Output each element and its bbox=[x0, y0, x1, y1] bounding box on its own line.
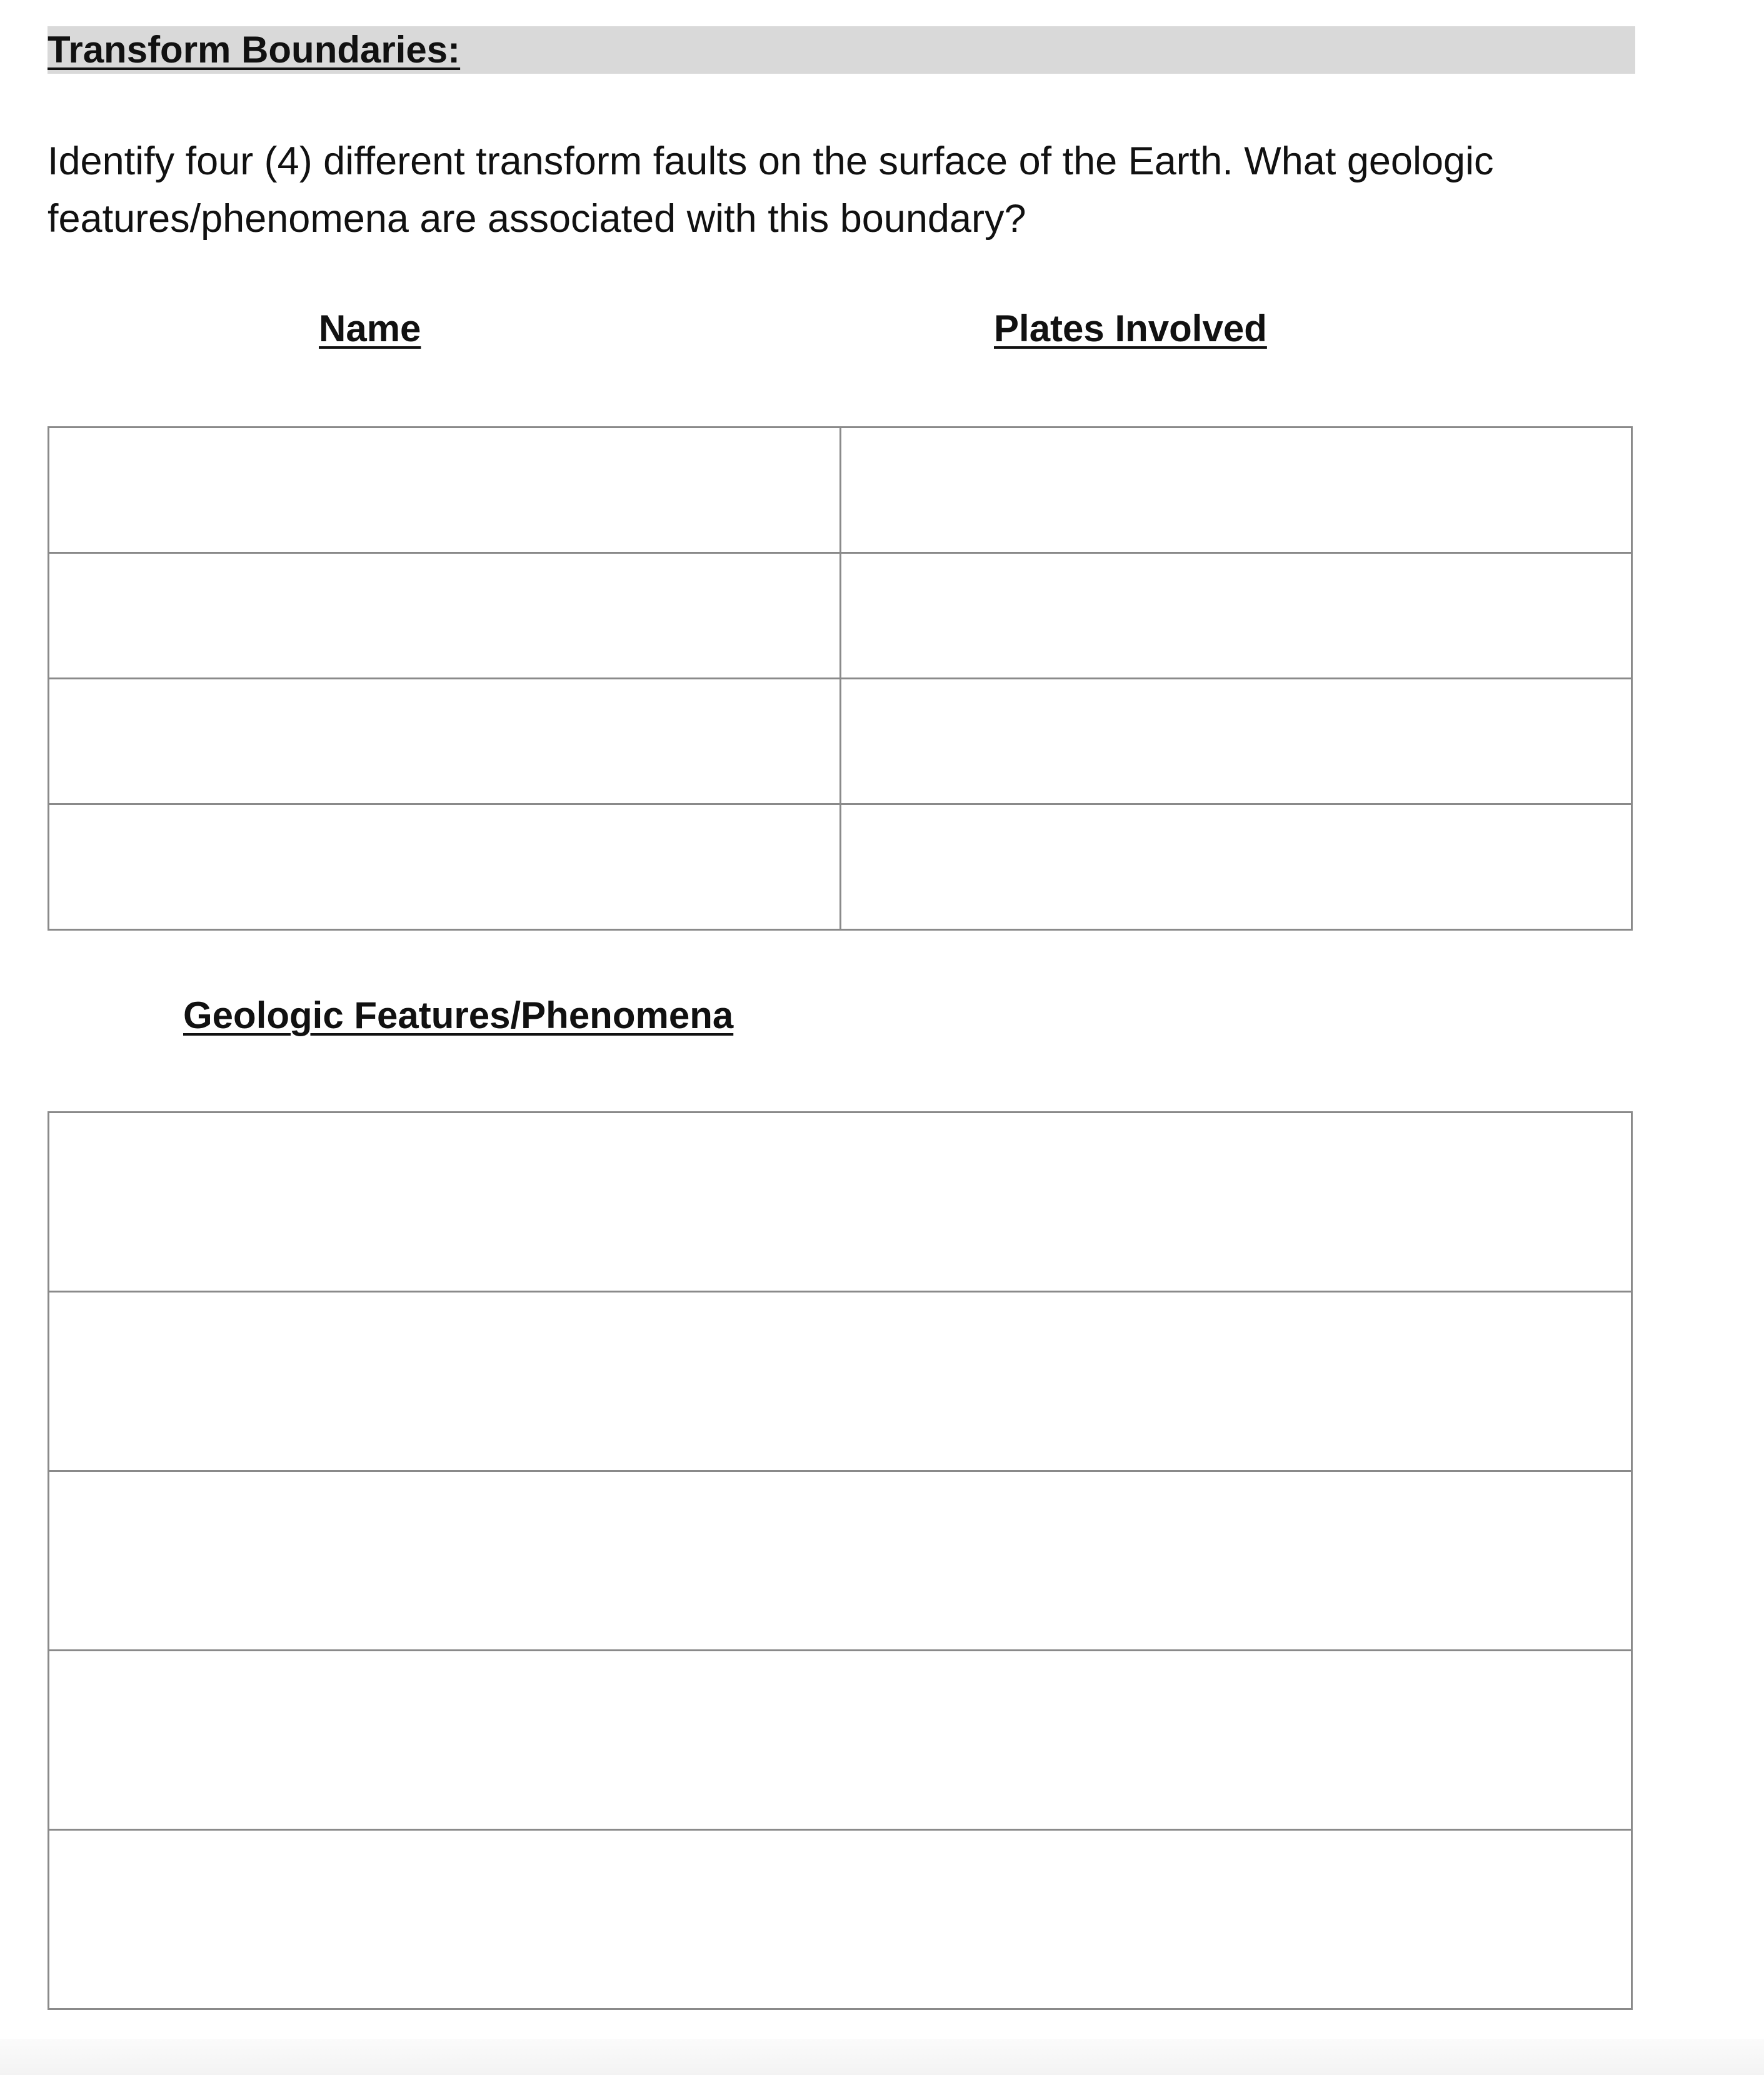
features-cell[interactable] bbox=[49, 1471, 1632, 1651]
features-cell[interactable] bbox=[49, 1830, 1632, 2009]
fault-name-cell[interactable] bbox=[49, 553, 841, 679]
table-row bbox=[49, 1112, 1632, 1292]
plates-involved-cell[interactable] bbox=[840, 804, 1632, 930]
table-row bbox=[49, 804, 1632, 930]
page-bottom-shade bbox=[0, 2039, 1764, 2075]
features-cell[interactable] bbox=[49, 1651, 1632, 1830]
section-heading: Transform Boundaries: bbox=[48, 29, 461, 71]
name-column-header: Name bbox=[319, 308, 421, 349]
features-table bbox=[48, 1111, 1633, 2010]
table-row bbox=[49, 679, 1632, 804]
table-row bbox=[49, 1471, 1632, 1651]
plates-involved-cell[interactable] bbox=[840, 428, 1632, 553]
table-row bbox=[49, 1651, 1632, 1830]
plates-involved-column-header: Plates Involved bbox=[994, 308, 1267, 349]
fault-name-cell[interactable] bbox=[49, 804, 841, 930]
instructions-text: Identify four (4) different transform faults on the surface of the Earth. What geologic features/phenomena are associated with this boundary? bbox=[48, 139, 1494, 241]
faults-table bbox=[48, 426, 1633, 931]
table-row bbox=[49, 1292, 1632, 1471]
table-row bbox=[49, 1830, 1632, 2009]
geologic-features-header: Geologic Features/Phenomena bbox=[183, 994, 734, 1036]
table-row bbox=[49, 553, 1632, 679]
features-cell[interactable] bbox=[49, 1292, 1632, 1471]
features-cell[interactable] bbox=[49, 1112, 1632, 1292]
plates-involved-cell[interactable] bbox=[840, 679, 1632, 804]
section-heading-bar bbox=[48, 26, 1635, 74]
plates-involved-cell[interactable] bbox=[840, 553, 1632, 679]
fault-name-cell[interactable] bbox=[49, 428, 841, 553]
fault-name-cell[interactable] bbox=[49, 679, 841, 804]
table-row bbox=[49, 428, 1632, 553]
